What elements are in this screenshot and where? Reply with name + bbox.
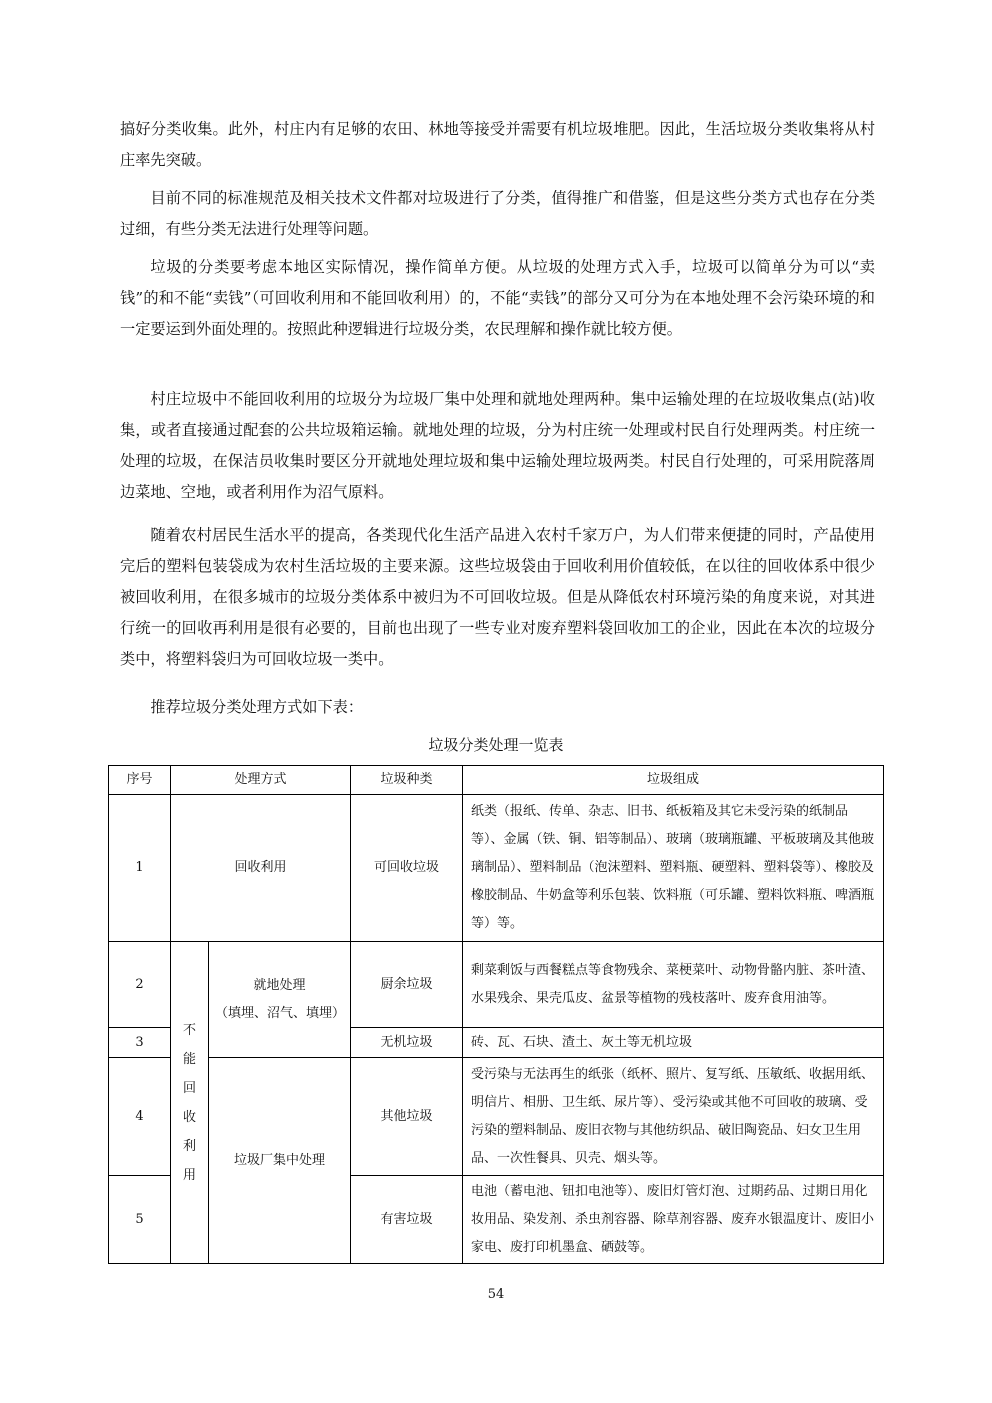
table-header-row [109,766,884,795]
row-number: 1 [109,795,171,942]
vertical-char: 利 [182,1138,196,1154]
row-number: 4 [109,1058,171,1176]
onsite-method-detail: （填埋、沼气、填埋） [215,1005,346,1021]
header-composition: 垃圾组成 [463,766,884,795]
paragraph-2: 目前不同的标准规范及相关技术文件都对垃圾进行了分类，值得推广和借鉴，但是这些分类方式也存在分类过细，有些分类无法进行处理等问题。 [120,189,875,238]
table-caption: 垃圾分类处理一览表 [428,736,564,754]
row-type: 厨余垃圾 [351,942,463,1028]
row-composition: 受污染与无法再生的纸张（纸杯、照片、复写纸、压敏纸、收据用纸、明信片、相册、卫生纸、尿片等）、受污染或其他不可回收的玻璃、受污染的塑料制品、废旧衣物与其他纺织品、破旧陶瓷品、妇女卫生用品、一次性餐具、贝壳、烟头等。 [463,1058,884,1176]
table-row [109,942,884,1028]
vertical-char: 不 [182,1022,196,1038]
page-number: 54 [487,1287,505,1302]
row-composition: 剩菜剩饭与西餐糕点等食物残余、菜梗菜叶、动物骨骼内脏、茶叶渣、水果残余、果壳瓜皮、盆景等植物的残枝落叶、废弃食用油等。 [463,942,884,1028]
paragraph-4: 村庄垃圾中不能回收利用的垃圾分为垃圾厂集中处理和就地处理两种。集中运输处理的在垃圾收集点(站)收集，或者直接通过配套的公共垃圾箱运输。就地处理的垃圾，分为村庄统一处理或村民自行处理两类。村庄统一处理的垃圾，在保洁员收集时要区分开就地处理垃圾和集中运输处理垃圾两类。村民自行处理的，可采用院落周边菜地、空地，或者利用作为沼气原料。 [120,390,875,501]
table-row [109,1058,884,1176]
row-composition: 砖、瓦、石块、渣土、灰土等无机垃圾 [463,1028,884,1058]
header-number: 序号 [109,766,171,795]
paragraph-1: 搞好分类收集。此外，村庄内有足够的农田、林地等接受并需要有机垃圾堆肥。因此，生活垃圾分类收集将从村庄率先突破。 [120,120,875,169]
row-type: 其他垃圾 [351,1058,463,1176]
row-type: 可回收垃圾 [351,795,463,942]
paragraph-6: 推荐垃圾分类处理方式如下表： [150,698,364,716]
vertical-char: 回 [182,1080,196,1096]
row-number: 5 [109,1176,171,1264]
row-composition: 纸类（报纸、传单、杂志、旧书、纸板箱及其它未受污染的纸制品等）、金属（铁、铜、铝等制品）、玻璃（玻璃瓶罐、平板玻璃及其他玻璃制品）、塑料制品（泡沫塑料、塑料瓶、硬塑料、塑料袋等）、橡胶及橡胶制品、牛奶盒等利乐包装、饮料瓶（可乐罐、塑料饮料瓶、啤酒瓶等）等。 [463,795,884,942]
header-type: 垃圾种类 [351,766,463,795]
header-method: 处理方式 [171,766,351,795]
plant-method: 垃圾厂集中处理 [209,1058,351,1264]
row-composition: 电池（蓄电池、钮扣电池等）、废旧灯管灯泡、过期药品、过期日用化妆用品、染发剂、杀虫剂容器、除草剂容器、废弃水银温度计、废旧小家电、废打印机墨盒、硒鼓等。 [463,1176,884,1264]
table-row [109,795,884,942]
row-number: 2 [109,942,171,1028]
onsite-method: 就地处理 [253,977,306,993]
vertical-char: 用 [182,1167,196,1183]
row-type: 有害垃圾 [351,1176,463,1264]
row-number: 3 [109,1028,171,1058]
vertical-char: 能 [182,1051,196,1067]
paragraph-3: 垃圾的分类要考虑本地区实际情况，操作简单方便。从垃圾的处理方式入手，垃圾可以简单分为可以“卖钱”的和不能“卖钱”（可回收利用和不能回收利用）的，不能“卖钱”的部分又可分为在本地处理不会污染环境的和一定要运到外面处理的。按照此种逻辑进行垃圾分类，农民理解和操作就比较方便。 [120,258,875,338]
garbage-classification-table [108,765,884,1264]
row-type: 无机垃圾 [351,1028,463,1058]
vertical-char: 收 [182,1109,196,1125]
onsite-method-cell [209,942,351,1058]
paragraph-5: 随着农村居民生活水平的提高，各类现代化生活产品进入农村千家万户，为人们带来便捷的同时，产品使用完后的塑料包装袋成为农村生活垃圾的主要来源。这些垃圾袋由于回收利用价值较低，在以往的回收体系中很少被回收利用，在很多城市的垃圾分类体系中被归为不可回收垃圾。但是从降低农村环境污染的角度来说，对其进行统一的回收再利用是很有必要的，目前也出现了一些专业对废弃塑料袋回收加工的企业，因此在本次的垃圾分类中，将塑料袋归为可回收垃圾一类中。 [120,526,875,668]
non-recyclable-label [171,942,209,1264]
row-method: 回收利用 [171,795,351,942]
